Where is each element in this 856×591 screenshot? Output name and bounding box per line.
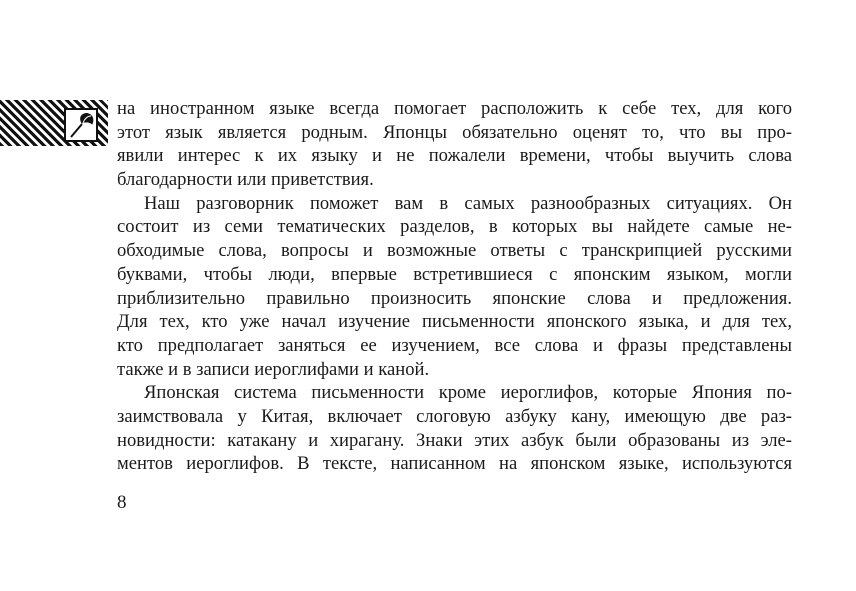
text-line: благодарности или приветствия.: [117, 169, 374, 191]
text-line: состоит из семи тематических разделов, в которых вы найдете самые не-: [117, 216, 792, 238]
text-line: приблизительно правильно произносить японские слова и предложения.: [117, 287, 792, 309]
text-line: Для тех, кто уже начал изучение письменности японского языка, и для тех,: [117, 311, 792, 333]
palm-leaf-icon: [67, 111, 95, 139]
body-text: [117, 97, 792, 476]
text-line: Японская система письменности кроме иероглифов, которые Япония по-: [144, 382, 792, 404]
text-line: новидности: катакану и хирагану. Знаки этих азбук были образованы из эле-: [117, 429, 792, 451]
text-line: кто предполагает заняться ее изучением, все слова и фразы представлены: [117, 334, 792, 356]
text-line: заимствовала у Китая, включает слоговую азбуку кану, имеющую две раз-: [117, 405, 792, 427]
text-line: на иностранном языке всегда помогает расположить к себе тех, для кого: [117, 98, 792, 119]
chapter-emblem: [64, 108, 98, 142]
text-line: обходимые слова, вопросы и возможные ответы с транскрипцией русскими: [117, 240, 792, 262]
text-line: этот язык является родным. Японцы обязательно оценят то, что вы про-: [117, 121, 792, 143]
text-line: явили интерес к их языку и не пожалели времени, чтобы выучить слова: [117, 145, 792, 167]
text-line: буквами, чтобы люди, впервые встретившиеся с японским языком, могли: [117, 263, 792, 285]
text-line: также и в записи иероглифами и каной.: [117, 358, 430, 380]
text-line: Наш разговорник поможет вам в самых разнообразных ситуациях. Он: [144, 192, 792, 214]
page-number: 8: [117, 492, 127, 513]
text-line: ментов иероглифов. В тексте, написанном на японском языке, используются: [117, 453, 792, 475]
